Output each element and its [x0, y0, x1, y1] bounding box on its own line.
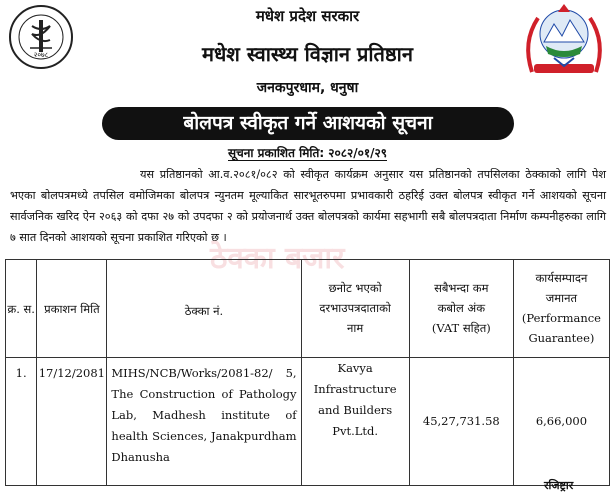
header-bid-line3: (VAT सहित): [431, 321, 491, 335]
header-guarantee-line2: जमानत: [545, 291, 578, 305]
notice-paragraph: यस प्रतिष्ठानको आ.व.२०८१/०८२ को स्वीकृत कार्यक्रम अनुसार यस प्रतिष्ठानको तपसिलका ठेक्काको लागि पेश भएका बोलपत्रमध्ये तपसिल वमोजिमका बोलपत्र न्युनतम मूल्याकित सारभूतरुपमा प्रभावकारी ठहरिई उक्त बोलपत्र स्वीकृत गर्ने आशयको सूचना सार्वजनिक खरिद ऐन २०६३ को दफा २७ को उपदफा २ को प्रयोजनार्थ उक्त बोलपत्रको कार्यमा सहभागी सबै बोलपत्रदाता निर्माण कम्पनीहरुका लागि ७ सात दिनको आशयको सूचना प्रकाशित गरिएको छ ।: [10, 168, 606, 244]
header-contract-no: ठेक्का नं.: [107, 260, 301, 358]
header-guarantee-line1: कार्यसम्पादन: [535, 271, 588, 285]
header-lowest-bid: [409, 260, 513, 358]
header-sn: क्र. स.: [6, 260, 37, 358]
cell-amount: 45,27,731.58: [409, 358, 513, 486]
signatory: रजिष्ट्रार: [544, 479, 574, 492]
cell-contract: MIHS/NCB/Works/2081-82/ 5, The Construction of Pathology Lab, Madhesh institute of health Sciences, Janakpurdham Dhanusha: [107, 358, 301, 486]
notice-title: बोलपत्र स्वीकृत गर्ने आशयको सूचना: [102, 107, 514, 140]
award-table: [5, 259, 610, 486]
header-bid-line1: सबैभन्दा कम: [434, 281, 489, 295]
header-guarantee-line3: (Performance: [521, 311, 601, 325]
cell-sn: 1.: [6, 358, 37, 486]
watermark: ठेक्का बजार: [210, 241, 345, 276]
table-header-row: [6, 260, 610, 358]
header-bidder-line1: छनोट भएको: [328, 281, 382, 295]
header-bidder-line2: दरभाउपत्रदाताको: [319, 301, 391, 315]
header-selected-bidder: [301, 260, 409, 358]
institute-location: जनकपुरधाम, धनुषा: [256, 80, 359, 96]
publish-date: [0, 144, 615, 161]
cell-bidder: Kavya Infrastructure and Builders Pvt.Ltd.: [301, 358, 409, 486]
table-row: [6, 358, 610, 486]
publish-date-text: सूचना प्रकाशित मिति: २०८२/०१/२९: [227, 146, 387, 160]
header-bidder-line3: नाम: [347, 321, 364, 335]
government-name: मधेश प्रदेश सरकार: [255, 7, 360, 25]
header-performance-guarantee: [513, 260, 609, 358]
institute-name: मधेश स्वास्थ्य विज्ञान प्रतिष्ठान: [202, 42, 413, 66]
cell-publish-date: 17/12/2081: [37, 358, 107, 486]
header-publish-date: प्रकाशन मिति: [37, 260, 107, 358]
header-bid-line2: कबोल अंक: [437, 301, 486, 315]
cell-guarantee: 6,66,000: [513, 358, 609, 486]
header-guarantee-line4: Guarantee): [528, 331, 595, 345]
logo-year: २०७८: [33, 51, 49, 59]
